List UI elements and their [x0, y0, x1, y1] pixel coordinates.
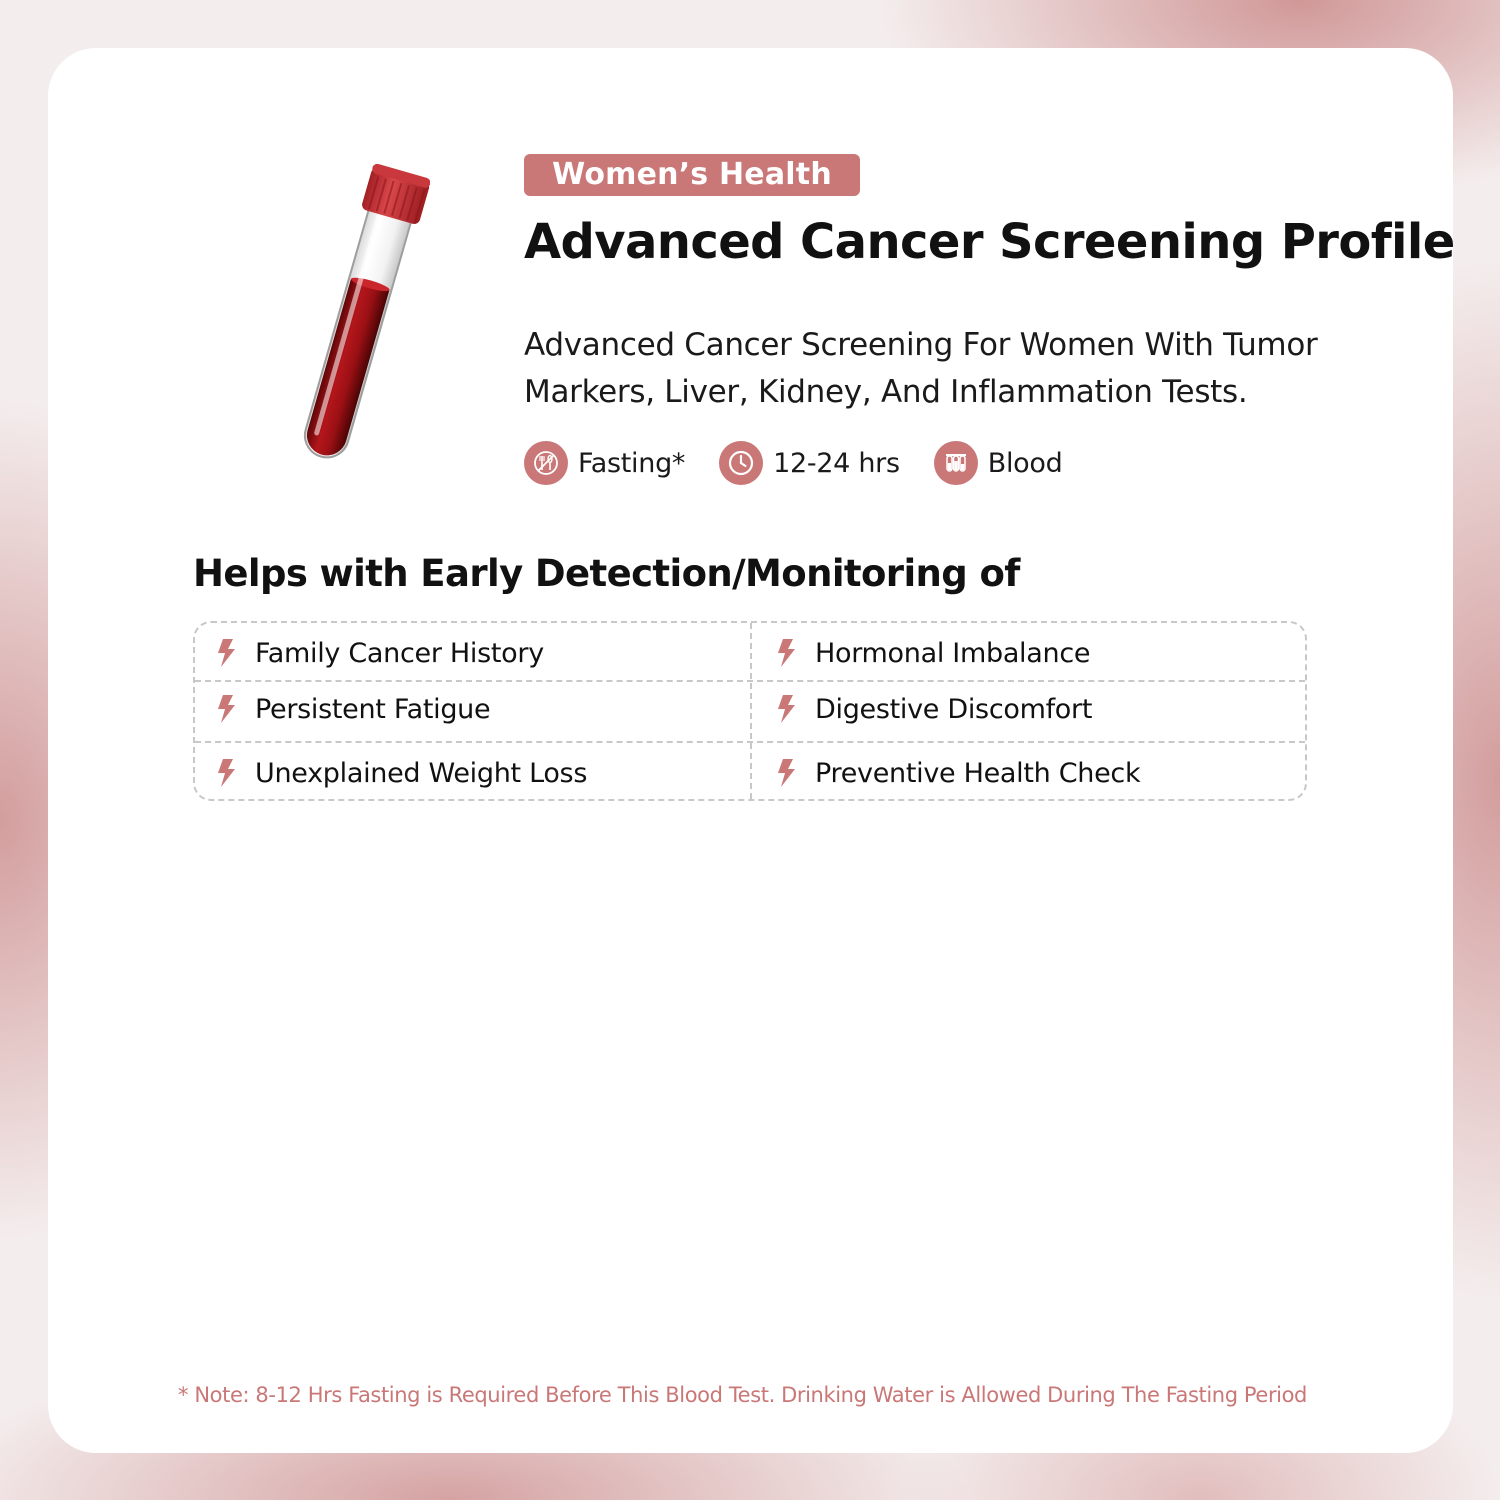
grid-divider: [750, 623, 752, 799]
condition-item: [215, 681, 490, 737]
meta-sample-type: [934, 441, 1063, 485]
product-description: Advanced Cancer Screening For Women With Tumor Markers, Liver, Kidney, And Inflammation Tests.: [524, 327, 1318, 410]
lightning-bolt-icon: [215, 694, 237, 724]
condition-label: Digestive Discomfort: [815, 693, 1093, 725]
lightning-bolt-icon: [215, 758, 237, 788]
condition-item: [775, 625, 1090, 681]
condition-label: Family Cancer History: [255, 637, 544, 669]
test-meta-row: [524, 440, 1096, 486]
lightning-bolt-icon: [215, 638, 237, 668]
condition-label: Persistent Fatigue: [255, 693, 491, 725]
meta-report-time-label: 12-24 hrs: [773, 447, 900, 479]
condition-item: [775, 681, 1092, 737]
lightning-bolt-icon: [775, 758, 797, 788]
condition-label: Unexplained Weight Loss: [255, 757, 588, 789]
meta-fasting: [524, 441, 685, 485]
blood-sample-tubes-icon: [934, 441, 978, 485]
condition-item: [215, 625, 544, 681]
condition-item: [775, 745, 1140, 801]
meta-sample-type-label: Blood: [987, 447, 1063, 479]
section-title: Helps with Early Detection/Monitoring of: [193, 552, 1020, 595]
lightning-bolt-icon: [775, 694, 797, 724]
clock-icon: [719, 441, 763, 485]
condition-label: Hormonal Imbalance: [815, 637, 1091, 669]
conditions-grid: [193, 621, 1307, 801]
fasting-icon: [524, 441, 568, 485]
page-title: Advanced Cancer Screening Profile: [524, 214, 1455, 270]
meta-report-time: [719, 441, 900, 485]
condition-label: Preventive Health Check: [815, 757, 1141, 789]
meta-fasting-label: Fasting*: [578, 447, 686, 479]
lightning-bolt-icon: [775, 638, 797, 668]
fasting-note: * Note: 8-12 Hrs Fasting is Required Before This Blood Test. Drinking Water is Allowed During The Fasting Period: [178, 1383, 1307, 1407]
condition-item: [215, 745, 587, 801]
blood-test-tube-icon: [230, 155, 430, 485]
category-badge: Women’s Health: [524, 154, 860, 196]
